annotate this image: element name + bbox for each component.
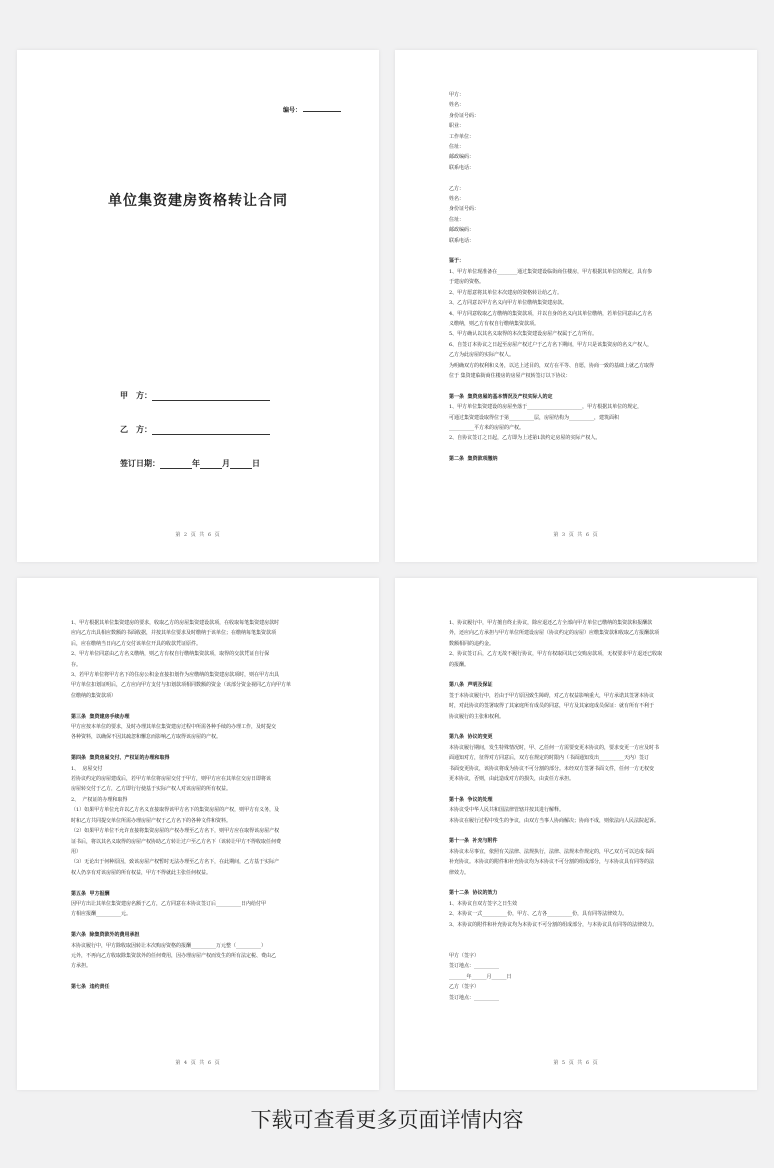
contract-number-blank [303, 111, 341, 112]
sign-date-label: 签订日期： [120, 458, 160, 468]
section-heading: 第三条 集资建房手续办理 [71, 713, 130, 720]
text-line: 甲方： [449, 92, 465, 98]
text-line: （2）如果甲方单位不允许直接将集资房屋的产权办理至乙方名下，则甲方应在取得该房屋产权 [71, 828, 280, 835]
text-line: 后，应在缴纳当日向乙方交付该单位开具的收款凭证原件。 [71, 640, 202, 647]
party-a-blank [152, 393, 270, 401]
section-heading: 第六条 除集资款外的费用承担 [71, 932, 140, 939]
text-line: 1、本协议自双方签字之日生效 [449, 900, 518, 907]
month-label: 月 [222, 458, 230, 468]
text-line: 2、本协议一式__________份，甲方、乙方各__________份，具有同等法律效力。 [449, 911, 628, 918]
text-line: 5、甲方确认以其名义取得的本次集资建设房屋产权属于乙方所有。 [449, 331, 598, 338]
text-line: 义缴纳，则乙方有权自行缴纳集资款项。 [449, 320, 540, 327]
text-line: 本协议履行期间，发生特殊情况时，甲、乙任何一方需要变更本协议的，要求变更一方应及时书 [449, 744, 660, 751]
party-b-blank [152, 427, 270, 435]
text-line: 联系电话： [449, 237, 475, 244]
text-line: 因甲方出让其单位集资建房名额于乙方，乙方同意在本协议签订后__________日内给付甲 [71, 900, 267, 907]
blank-line [449, 878, 721, 888]
text-line: 1、 房屋交付 [71, 765, 103, 772]
year-label: 年 [192, 458, 200, 468]
text-line: 2、甲方单位同意由乙方名义缴纳，则乙方有权自行缴纳集资款项，取得的交款凭证自行保 [71, 651, 270, 658]
document-page-cover [17, 50, 379, 562]
text-line: 数额相同的违约金。 [449, 640, 495, 647]
text-line: 乙方为此房屋的实际产权人。 [449, 352, 515, 359]
contract-number-label: 编号： [282, 107, 301, 114]
sign-date-field [120, 458, 260, 469]
text-line: 面通知对方，征得对方同意后，双方在规定的时限内（书面通知发出__________天内）签订 [449, 755, 650, 762]
blank-line [449, 246, 721, 256]
month-blank [200, 461, 222, 469]
text-line: 证书后，将以其名义取得的房屋产权协助乙方转让过户至乙方名下（该转让甲方不得收取任何费 [71, 838, 282, 845]
section-heading: 第八条 声明及保证 [449, 682, 493, 689]
text-line: 若协议约定的房屋建成后，若甲方单位将房屋交付于甲方，则甲方应在其单位交房日即将该 [71, 776, 272, 783]
blank-line [71, 972, 343, 982]
text-line: 邮政编码： [449, 154, 475, 161]
text-line: 签订地点：__________ [449, 994, 500, 1001]
text-line: 元外，不再向乙方收取除集资款外的任何费用，因办理房屋产权而发生的所有法定税、费由乙 [71, 952, 277, 959]
section-heading: 第四条 集资房屋交付、产权证的办理和取得 [71, 755, 170, 762]
text-line: 律效力。 [449, 869, 470, 876]
text-line: 邮政编码： [449, 227, 475, 234]
page-number: 第 4 页 共 6 页 [175, 1060, 221, 1066]
text-line: 姓名： [449, 196, 465, 203]
text-line: 2、甲方愿意将其单位本次建房的资格转让给乙方。 [449, 289, 563, 296]
text-line: 联系电话： [449, 164, 475, 171]
text-line: 甲方单位扣划证明后，乙方应向甲方支付与扣划款项相同数额的资金（该部分资金视同乙方向甲方单 [71, 682, 292, 689]
blank-line [449, 444, 721, 454]
text-line: 3、乙方同意以甲方名义向甲方单位缴纳集资建房款。 [449, 300, 568, 307]
text-line: 协议履行的主张和权利。 [449, 713, 505, 720]
text-line: 本协议未尽事宜，依照有关法律、法规执行，法律、法规未作规定的，甲乙双方可以达成书面 [449, 848, 655, 855]
text-line: 2、 产权证的办理和取得 [71, 796, 128, 803]
document-page-3 [17, 578, 379, 1090]
section-heading: 第十二条 协议的效力 [449, 890, 498, 897]
blank-line [449, 722, 721, 732]
text-line: 甲方应按本单位的要求，及时办理其单位集资建房过程中所需各种手续的办理工作，及时提交 [71, 724, 277, 731]
text-line: 可通过集资建设取得位于第__________层，房屋结构为__________，建筑面积 [449, 414, 620, 421]
blank-line [449, 173, 721, 183]
year-blank [160, 461, 192, 469]
text-line: 为明确双方的权利和义务，以达上述目的，双方在平等、自愿，协商一致的基础上就乙方取得 [449, 362, 655, 369]
blank-line [449, 670, 721, 680]
section-heading: 第十条 争议的处理 [449, 796, 493, 803]
text-line: 书面变更协议，该协议将成为协议不可分割的部分。未经双方签署书面文件，任何一方无权变 [449, 765, 655, 772]
party-b-label: 乙 方： [120, 424, 152, 434]
section-heading: 第二条 集资款项缴纳 [449, 456, 498, 463]
blank-line [449, 941, 721, 951]
page-number: 第 5 页 共 6 页 [553, 1060, 599, 1066]
document-page-4 [395, 578, 757, 1090]
day-label: 日 [252, 458, 260, 468]
text-line: 乙方： [449, 185, 465, 192]
text-line: 位于 集资建临街商住楼房的房屋产权转签订以下协议： [449, 372, 571, 379]
text-line: 身份证号码： [449, 206, 480, 213]
text-line: 各种资料，以确保不因其疏忽和懈怠而影响乙方取得该房屋的产权。 [71, 734, 222, 741]
text-line: 1、协议履行中，甲方擅自终止协议，除应退还乙方全部向甲方单位已缴纳的集资款和报酬款 [449, 620, 653, 626]
text-line: 1、甲方单位集资建设的房屋坐落于______________________，甲方根据其单位的规定， [449, 404, 643, 411]
text-line: 6、自签订本协议之日起至房屋产权过户于乙方名下期间，甲方只是该集资房的名义产权人， [449, 341, 653, 348]
text-line: 补充协议。本协议的附件和补充协议均为本协议不可分割的组成部分，与本协议具有同等的法 [449, 859, 655, 866]
section-heading: 第一条 集资房屋的基本情况及产权实际人的定 [449, 393, 553, 400]
document-page-2 [395, 50, 757, 562]
text-line: 存。 [71, 661, 82, 668]
blank-line [449, 784, 721, 794]
text-line: 甲方（签字） [449, 952, 480, 959]
section-heading: 鉴于： [449, 258, 465, 265]
contract-number-field [283, 105, 341, 114]
text-line: 乙方（签字） [449, 984, 480, 991]
text-line: （1）如果甲方单位允许以乙方名义直接取得该甲方名下的集资房屋的产权，则甲方有义务，及 [71, 807, 280, 814]
text-line: 4、甲方同意收取乙方缴纳的集资款项，并以自身的名义向其单位缴纳，若单位同意由乙方名 [449, 310, 653, 317]
text-line: 2、协议签订后，乙方无故不履行协议，甲方有权取回其已交购房款项，无权要求甲方退还已收取 [449, 651, 663, 658]
document-title: 单位集资建房资格转让合同 [108, 193, 288, 209]
text-line: 权人仍享有对该房屋的所有权益，甲方不得就此主张任何权益。 [71, 869, 212, 876]
text-line: 1、甲方根据其单位集资建房的要求，收取乙方的房屋集资建设款项，在收取每笔集资建房款时 [71, 620, 280, 626]
party-a-label: 甲 方： [120, 390, 152, 400]
text-line: 3、本协议的附件和补充协议均为本协议不可分割的组成部分，与本协议具有同等的法律效力。 [449, 921, 658, 928]
text-line: 本协议在履行过程中发生的争议，由双方当事人协商解决；协商不成，则依法向人民法院起诉。 [449, 817, 660, 824]
text-line: 本协议受中华人民共和国法律管辖并按其进行解释。 [449, 807, 565, 814]
section-heading: 第九条 协议的变更 [449, 734, 493, 741]
text-line: __________平方米的房屋的产权。 [449, 424, 525, 431]
page-number: 第 2 页 共 6 页 [175, 532, 221, 538]
text-line: 住址： [449, 144, 465, 151]
text-line: _______年______月______日 [449, 973, 512, 980]
text-line: 住址： [449, 216, 465, 223]
text-line: 的报酬。 [449, 661, 470, 668]
text-line: 3、若甲方单位将甲方名下的住房公积金直接扣划作为应缴纳的集资建房款项时，则在甲方出具 [71, 672, 280, 679]
text-line: 工作单位： [449, 133, 475, 140]
blank-line [71, 743, 343, 753]
page-4-text [395, 618, 757, 1003]
text-line: 方承担。 [71, 963, 92, 970]
day-blank [230, 461, 252, 469]
blank-line [71, 920, 343, 930]
text-line: 时和乙方共同提交单位所需办理房屋产权于乙方名下的各种文件和资料。 [71, 817, 232, 824]
text-line: 用） [71, 848, 82, 855]
text-line: 外，还应向乙方承担与甲方单位所建设房屋（协议约定的房屋）应缴集资款和收取乙方报酬款项 [449, 630, 660, 637]
text-line: 方相应报酬__________元。 [71, 911, 132, 918]
blank-line [71, 701, 343, 711]
footer-caption: 下载可查看更多页面详情内容 [250, 1108, 524, 1132]
text-line: 职业： [449, 123, 465, 130]
text-line: （3）无论出于何种原因，致该房屋产权暂时无法办理至乙方名下，在此期间，乙方基于实际产 [71, 859, 280, 866]
text-line: 房屋转交付于乙方，乙方即行行使基于实际产权人对该房屋的所有权益。 [71, 786, 232, 793]
text-line: 更本协议，否则，由此造成对方的损失，由责任方承担。 [449, 776, 575, 783]
party-a-field [120, 390, 270, 401]
blank-line [449, 930, 721, 940]
text-line: 应向乙方出具相应数额的书面收据，并按其单位要求及时缴纳于该单位；在缴纳每笔集资款项 [71, 630, 277, 637]
text-line: 姓名： [449, 102, 465, 109]
text-line: 签于本协议履行中，若由于甲方原因致生障碍，对乙方权益影响重大，甲方承诺其签署本协议 [449, 692, 655, 699]
section-heading: 第十一条 补充与附件 [449, 838, 498, 845]
party-b-field [120, 424, 270, 435]
text-line: 位缴纳的集资款项） [71, 692, 117, 699]
text-line: 于建房的资格。 [449, 279, 485, 286]
blank-line [71, 878, 343, 888]
text-line: 1、甲方单位现准备在________通过集资建设临街商住楼房，甲方根据其单位的规定，具有参 [449, 268, 653, 275]
text-line: 本协议履行中，甲方除收取因转让本次购房资格的报酬__________万元整（__________） [71, 942, 267, 949]
text-line: 2、自协议签订之日起，乙方即为上述第1款约定房屋的实际产权人。 [449, 435, 601, 442]
blank-line [449, 826, 721, 836]
page-2-text [395, 90, 757, 465]
section-heading: 第五条 甲方报酬 [71, 890, 110, 897]
page-number: 第 3 页 共 6 页 [553, 532, 599, 538]
text-line: 签订地点：__________ [449, 963, 500, 970]
section-heading: 第七条 违约责任 [71, 984, 110, 991]
page-3-text [17, 618, 379, 993]
blank-line [449, 381, 721, 391]
text-line: 时，对此协议的签署取得了其家庭所有成员的同意，甲方及其家庭成员保证：就有所有不利于 [449, 703, 655, 710]
text-line: 身份证号码： [449, 112, 480, 119]
